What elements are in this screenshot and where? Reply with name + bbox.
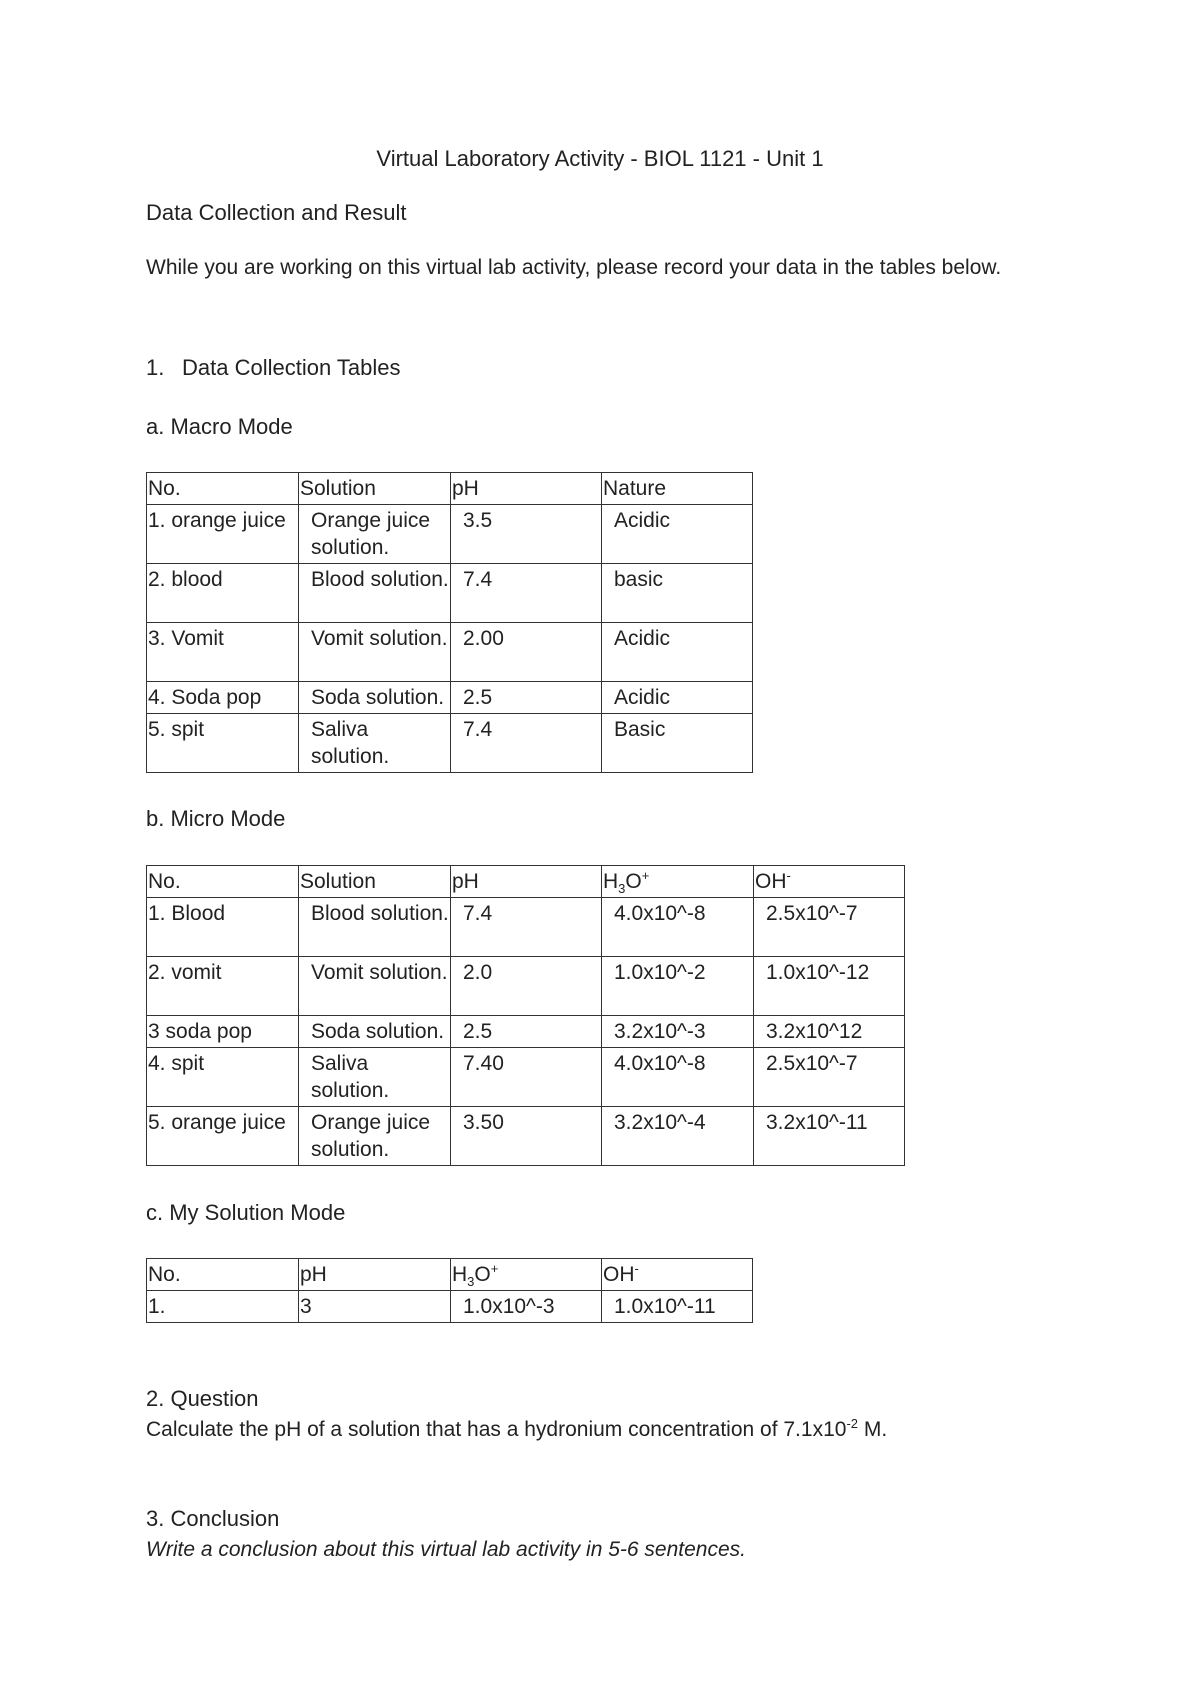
header-cell-h3o: $H_3O^+$ [602, 866, 754, 898]
table-cell: 3.50 [451, 1107, 602, 1166]
table-cell: 3.2x10^12 [754, 1016, 905, 1048]
header-cell: No. [147, 866, 299, 898]
header-cell: pH [451, 473, 602, 505]
table-cell: 7.4 [451, 898, 602, 957]
header-cell-oh: OH- [602, 1259, 753, 1291]
table-cell: 7.4 [451, 564, 602, 623]
section-heading: Data Collection and Result [146, 200, 407, 225]
table-cell: Vomit solution. [299, 957, 451, 1016]
table-cell: Blood solution. [299, 898, 451, 957]
table-cell: 2. blood [147, 564, 299, 623]
table-cell: 1.0x10^-2 [602, 957, 754, 1016]
table-cell: Saliva solution. [299, 1048, 451, 1107]
table-cell: Saliva solution. [299, 714, 451, 773]
table-cell: 5. orange juice [147, 1107, 299, 1166]
table-cell: Orange juice solution. [299, 1107, 451, 1166]
table-header-row [147, 1259, 753, 1291]
table-cell: Soda solution. [299, 1016, 451, 1048]
document-title: Virtual Laboratory Activity - BIOL 1121 - Unit 1 [376, 146, 824, 171]
table-cell: 2.5 [451, 682, 602, 714]
table-row [147, 623, 753, 682]
table-cell: 4. spit [147, 1048, 299, 1107]
table-cell: 1. orange juice [147, 505, 299, 564]
table-cell: 1. [147, 1291, 299, 1323]
micro-mode-table [146, 865, 905, 1166]
table-cell: Soda solution. [299, 682, 451, 714]
table-row [147, 505, 753, 564]
section-1-heading [146, 355, 401, 381]
table-cell: Acidic [602, 505, 753, 564]
table-cell: 7.40 [451, 1048, 602, 1107]
my-solution-mode-heading: c. My Solution Mode [146, 1200, 346, 1225]
table-header-row [147, 473, 753, 505]
table-cell: 3.5 [451, 505, 602, 564]
my-solution-table [146, 1258, 753, 1323]
table-cell: 2.00 [451, 623, 602, 682]
table-cell: 7.4 [451, 714, 602, 773]
table-cell: 5. spit [147, 714, 299, 773]
table-cell: Vomit solution. [299, 623, 451, 682]
table-cell: 1.0x10^-12 [754, 957, 905, 1016]
header-cell: pH [451, 866, 602, 898]
table-cell: 2.5 [451, 1016, 602, 1048]
table-row [147, 564, 753, 623]
table-row [147, 1107, 905, 1166]
section-1-number: 1. [146, 355, 165, 380]
intro-paragraph: While you are working on this virtual lab activity, please record your data in the tables below. [146, 256, 1002, 279]
micro-mode-heading: b. Micro Mode [146, 806, 286, 831]
table-cell: 3 soda pop [147, 1016, 299, 1048]
table-cell: 4. Soda pop [147, 682, 299, 714]
question-heading: 2. Question [146, 1386, 259, 1411]
conclusion-heading: 3. Conclusion [146, 1506, 280, 1531]
table-cell: 3 [299, 1291, 451, 1323]
table-cell: 4.0x10^-8 [602, 1048, 754, 1107]
table-cell: 3.2x10^-3 [602, 1016, 754, 1048]
table-cell: 2.0 [451, 957, 602, 1016]
macro-mode-heading: a. Macro Mode [146, 414, 293, 439]
table-cell: 3.2x10^-4 [602, 1107, 754, 1166]
table-cell: 2. vomit [147, 957, 299, 1016]
table-cell: Acidic [602, 682, 753, 714]
table-cell: 3.2x10^-11 [754, 1107, 905, 1166]
table-cell: basic [602, 564, 753, 623]
header-cell: Solution [299, 473, 451, 505]
header-cell: pH [299, 1259, 451, 1291]
header-cell: No. [147, 473, 299, 505]
macro-mode-table [146, 472, 753, 773]
table-header-row [147, 866, 905, 898]
table-cell: 1.0x10^-3 [451, 1291, 602, 1323]
header-cell: Nature [602, 473, 753, 505]
header-cell-oh: OH- [754, 866, 905, 898]
header-cell: No. [147, 1259, 299, 1291]
table-cell: Basic [602, 714, 753, 773]
header-cell-h3o: $H_3O^+$ [451, 1259, 602, 1291]
table-cell: Acidic [602, 623, 753, 682]
table-cell: Orange juice solution. [299, 505, 451, 564]
table-cell: Blood solution. [299, 564, 451, 623]
table-cell: 1. Blood [147, 898, 299, 957]
table-row [147, 898, 905, 957]
header-cell: Solution [299, 866, 451, 898]
table-cell: 1.0x10^-11 [602, 1291, 753, 1323]
conclusion-text: Write a conclusion about this virtual lab activity in 5-6 sentences. [146, 1538, 746, 1561]
section-1-label: Data Collection Tables [182, 355, 401, 380]
table-row [147, 1291, 753, 1323]
table-cell: 4.0x10^-8 [602, 898, 754, 957]
table-row [147, 1016, 905, 1048]
table-row [147, 682, 753, 714]
question-text: Calculate the pH of a solution that has a hydronium concentration of $7.1x10^{-2}$ M. [146, 1416, 888, 1441]
table-row [147, 714, 753, 773]
table-row [147, 957, 905, 1016]
table-cell: 2.5x10^-7 [754, 898, 905, 957]
table-row [147, 1048, 905, 1107]
table-cell: 3. Vomit [147, 623, 299, 682]
table-cell: 2.5x10^-7 [754, 1048, 905, 1107]
